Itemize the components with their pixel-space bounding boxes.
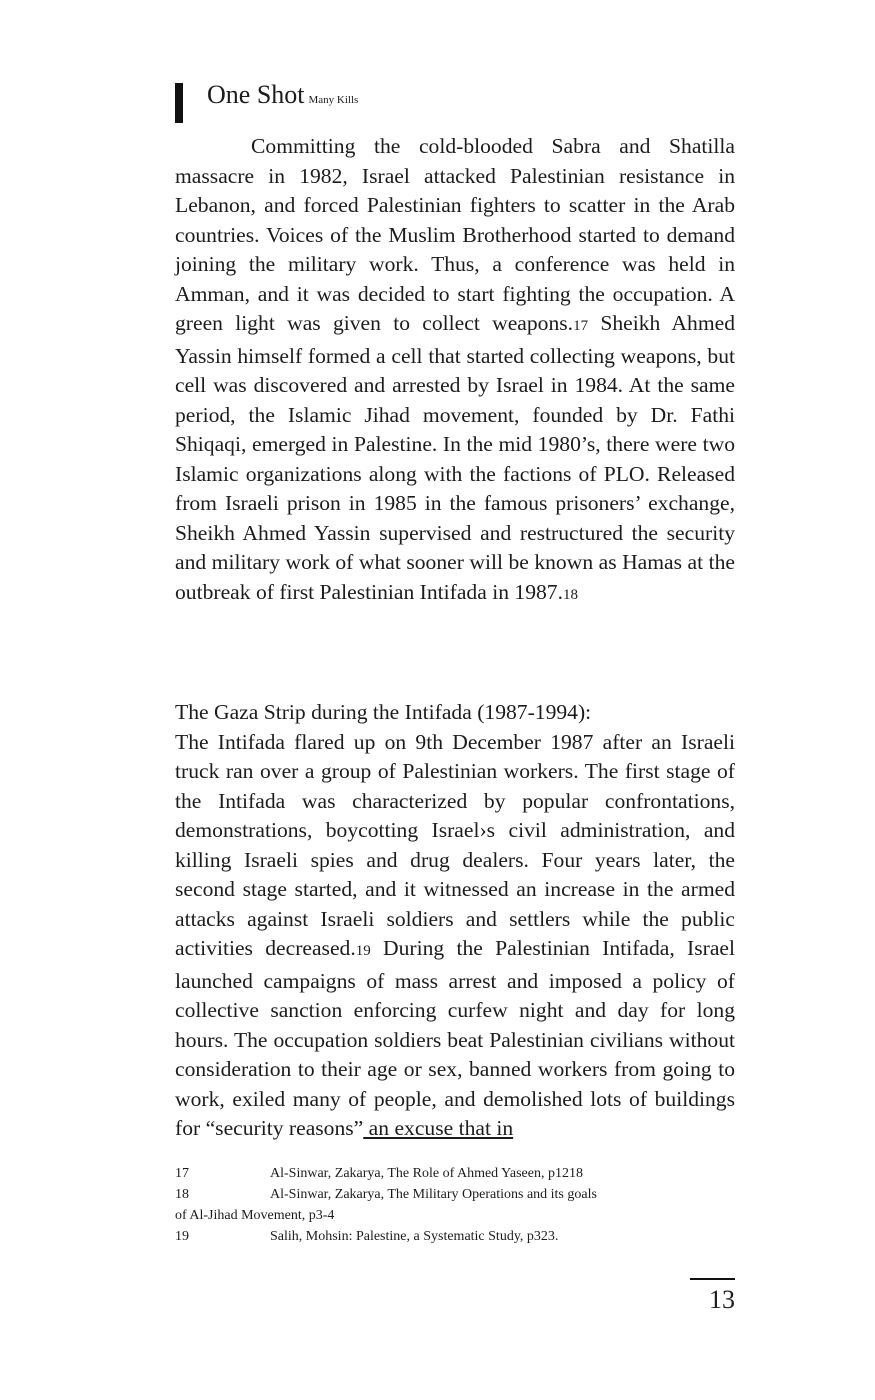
- footnote-text: Al-Sinwar, Zakarya, The Role of Ahmed Yaseen, p1218: [270, 1166, 583, 1181]
- footnote-number: 19: [175, 1229, 189, 1244]
- para2-text-underlined: an excuse that in: [363, 1116, 514, 1140]
- footnote-18: [175, 1184, 735, 1205]
- footnote-ref-19: 19: [355, 943, 371, 959]
- body-section: [175, 698, 735, 1144]
- footnote-text: Salih, Mohsin: Palestine, a Systematic Study, p323.: [270, 1229, 559, 1244]
- footnote-19: [175, 1226, 735, 1247]
- footnote-18-continuation: of Al-Jihad Movement, p3-4: [175, 1208, 335, 1223]
- footnote-ref-17: 17: [573, 318, 589, 334]
- footnote-17: [175, 1163, 735, 1184]
- page-number: 13: [709, 1285, 735, 1314]
- footnote-number: 18: [175, 1187, 189, 1202]
- page-number-rule: [690, 1278, 735, 1280]
- header-bar: [175, 83, 183, 123]
- footnote-ref-18: 18: [563, 586, 578, 603]
- footnotes: [175, 1163, 735, 1247]
- para1-text-cont: Sheikh Ahmed Yassin himself formed a cell that started collecting weapons, but cell was discovered and arrested by Israel in 1984. At the same period, the Islamic Jihad movement, founded by Dr. Fathi Shiqaqi, emerged in Palestine. In the mid 1980’s, there were two Islamic organizations along with the factions of PLO. Released from Israeli prison in 1985 in the famous prisoners’ exchange, Sheikh Ahmed Yassin supervised and restructured the security and military work of what sooner will be known as Hamas at the outbreak of first Palestinian Intifada in 1987.: [175, 311, 735, 604]
- body-paragraph-1: [175, 132, 735, 610]
- running-head: [207, 80, 358, 110]
- footnote-text: Al-Sinwar, Zakarya, The Military Operations and its goals: [270, 1187, 597, 1202]
- para2-text: The Intifada flared up on 9th December 1987 after an Israeli truck ran over a group of Palestinian workers. The first stage of the Intifada was characterized by popular confrontations, demonstrations, boycotting Israel›s civil administration, and killing Israeli spies and drug dealers. Four years later, the second stage started, and it witnessed an increase in the armed attacks against Israeli soldiers and settlers while the public activities decreased.: [175, 729, 735, 960]
- running-head-subtitle: Many Kills: [308, 94, 359, 106]
- body-paragraph-2: [175, 728, 735, 1144]
- running-head-title: One Shot: [207, 80, 305, 109]
- footnote-number: 17: [175, 1166, 189, 1181]
- para1-text: Committing the cold-blooded Sabra and Shatilla massacre in 1982, Israel attacked Palestinian resistance in Lebanon, and forced Palestinian fighters to scatter in the Arab countries. Voices of the Muslim Brotherhood started to demand joining the military work. Thus, a conference was held in Amman, and it was decided to start fighting the occupation. A green light was given to collect weapons.: [175, 134, 735, 335]
- section-heading: The Gaza Strip during the Intifada (1987-1994):: [175, 700, 592, 724]
- para2-text-cont: During the Palestinian Intifada, Israel launched campaigns of mass arrest and imposed a policy of collective sanction enforcing curfew night and day for long hours. The occupation soldiers beat Palestinian civilians without consideration to their age or sex, banned workers from going to work, exiled many of people, and demolished lots of buildings for “security reasons”: [175, 936, 735, 1140]
